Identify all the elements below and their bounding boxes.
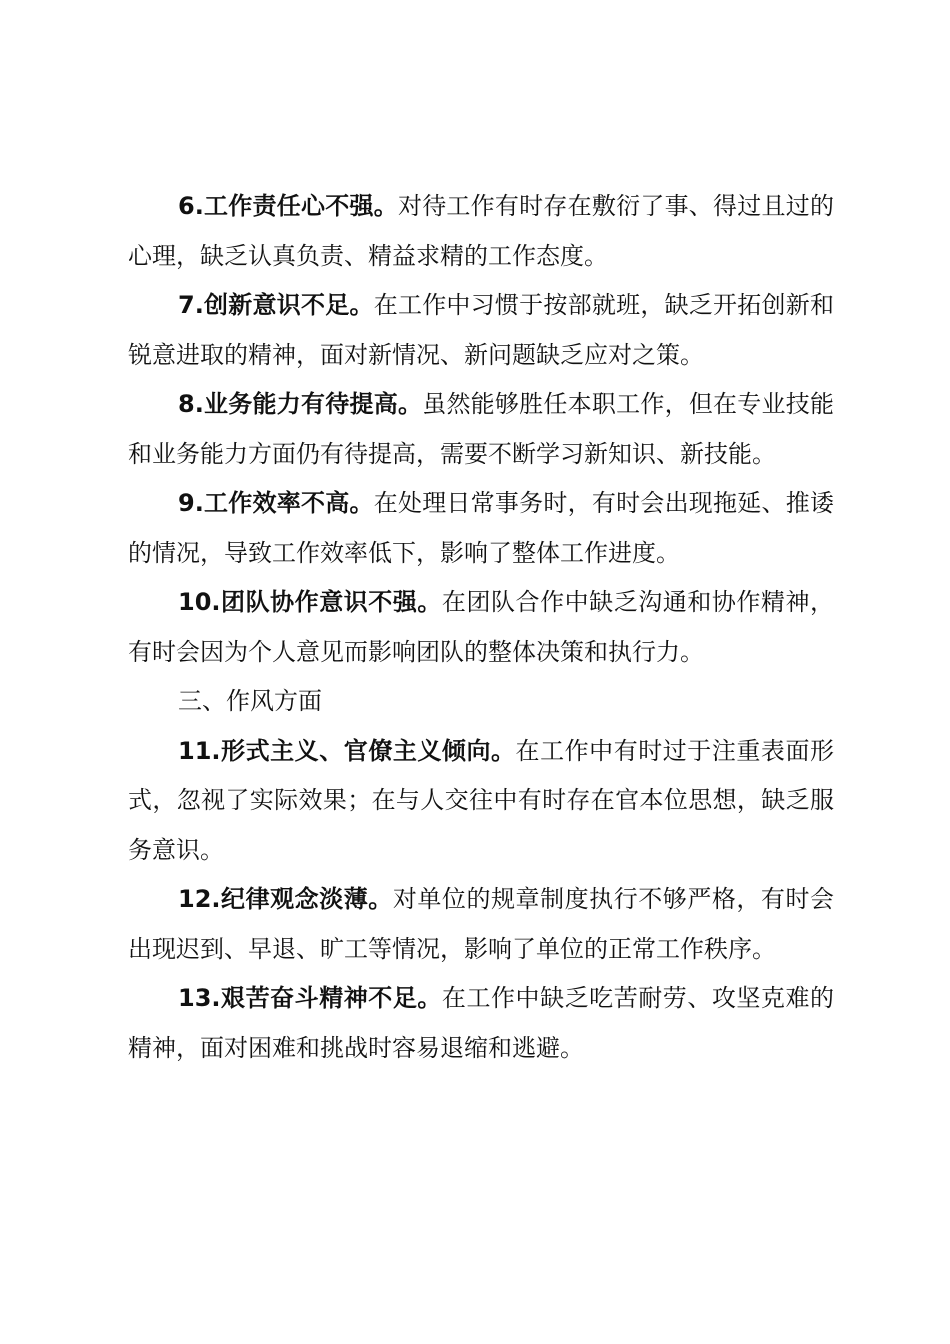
- item-text: 在工作中缺乏吃苦耐劳、攻坚克难的精神，面对困难和挑战时容易退缩和逃避。: [128, 984, 835, 1062]
- item-text: 虽然能够胜任本职工作，但在专业技能和业务能力方面仍有待提高，需要不断学习新知识、新技能。: [128, 390, 835, 468]
- paragraph-item-10: [128, 578, 834, 677]
- item-heading: 13.艰苦奋斗精神不足。: [178, 984, 442, 1012]
- item-text: 在团队合作中缺乏沟通和协作精神，有时会因为个人意见而影响团队的整体决策和执行力。: [128, 588, 835, 666]
- paragraph-item-6: [128, 182, 834, 281]
- item-text: 在处理日常事务时，有时会出现拖延、推诿的情况，导致工作效率低下，影响了整体工作进度。: [128, 489, 834, 567]
- item-text: 对单位的规章制度执行不够严格，有时会出现迟到、早退、旷工等情况，影响了单位的正常工作秩序。: [128, 885, 835, 963]
- item-text: 在工作中习惯于按部就班，缺乏开拓创新和锐意进取的精神，面对新情况、新问题缺乏应对之策。: [128, 291, 834, 369]
- paragraph-item-12: [128, 875, 834, 974]
- item-heading: 12.纪律观念淡薄。: [178, 885, 393, 913]
- document-body: [128, 182, 834, 1073]
- paragraph-item-11: [128, 727, 834, 876]
- item-heading: 10.团队协作意识不强。: [178, 588, 442, 616]
- paragraph-item-9: [128, 479, 834, 578]
- paragraph-item-13: [128, 974, 834, 1073]
- item-text: 在工作中有时过于注重表面形式，忽视了实际效果；在与人交往中有时存在官本位思想，缺乏服务意识。: [128, 736, 835, 864]
- item-heading: 7.创新意识不足。: [178, 291, 374, 319]
- paragraph-item-7: [128, 281, 834, 380]
- item-heading: 6.工作责任心不强。: [178, 192, 398, 220]
- section-heading: 三、作风方面: [178, 687, 322, 715]
- item-heading: 9.工作效率不高。: [178, 489, 374, 517]
- item-text: 对待工作有时存在敷衍了事、得过且过的心理，缺乏认真负责、精益求精的工作态度。: [128, 192, 834, 270]
- item-heading: 11.形式主义、官僚主义倾向。: [178, 736, 516, 765]
- paragraph-item-8: [128, 380, 834, 479]
- item-heading: 8.业务能力有待提高。: [178, 390, 423, 418]
